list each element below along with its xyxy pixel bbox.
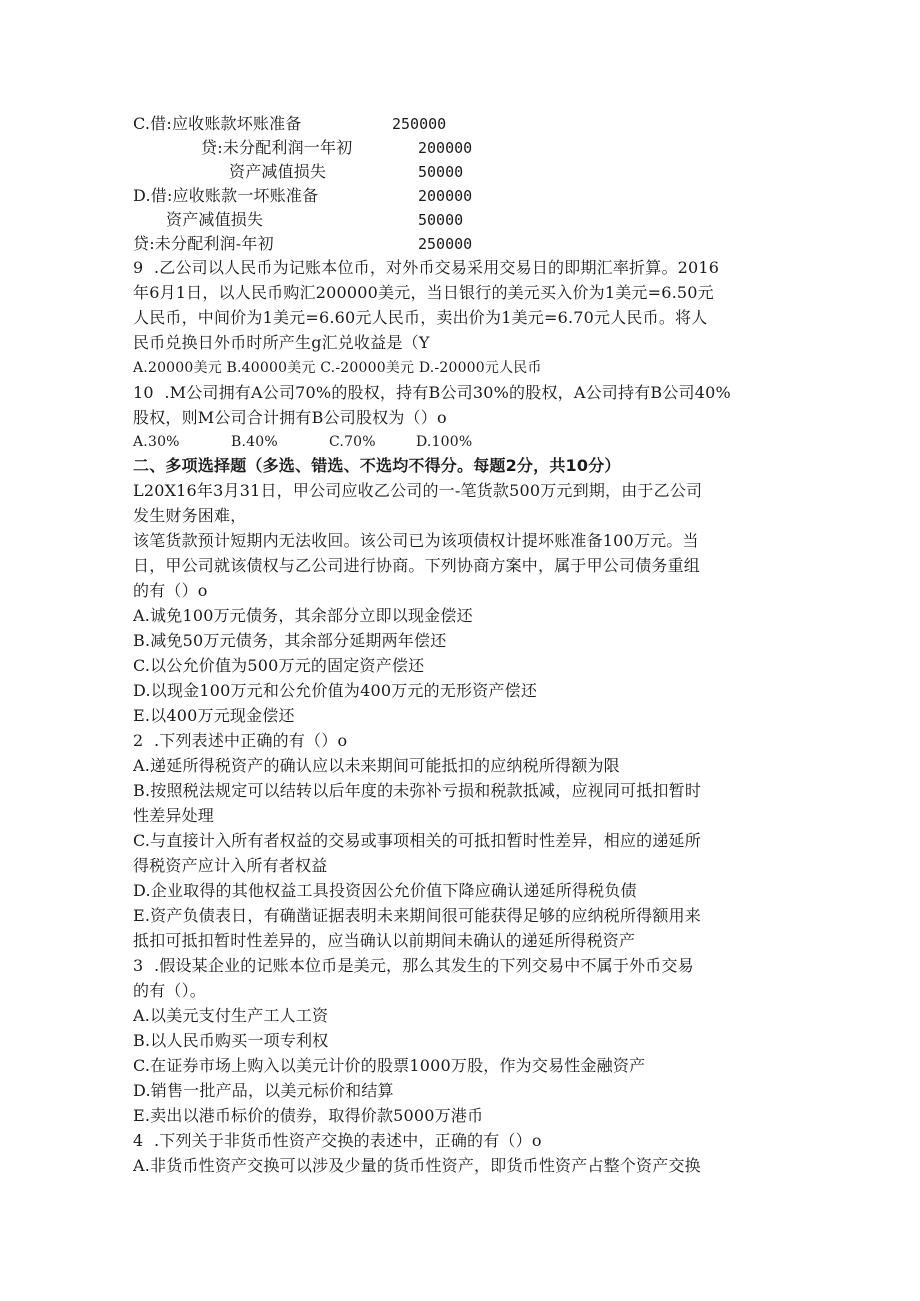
m1-option-b: B.减免50万元债务，其余部分延期两年偿还 <box>133 631 447 650</box>
m3-option-e: E.卖出以港币标价的债券，取得价款5000万港币 <box>133 1106 484 1125</box>
q9-line-4: 民币兑换日外币时所产生g汇兑收益是（Y <box>133 333 430 352</box>
q10-option-c: C.70% <box>329 434 376 450</box>
m2-option-d: D.企业取得的其他权益工具投资因公允价值下降应确认递延所得税负债 <box>133 881 637 900</box>
m2-option-b-1: B.按照税法规定可以结转以后年度的未弥补亏损和税款抵减，应视同可抵扣暂时 <box>133 781 702 800</box>
entry-d-credit-amount: 250000 <box>418 235 473 253</box>
m1-line-5: 的有（）o <box>133 581 208 600</box>
q10-line-1: 10 .M公司拥有A公司70%的股权，持有B公司30%的股权，A公司持有B公司40% <box>133 383 731 402</box>
m3-line-1: 3 .假设某企业的记账本位币是美元，那么其发生的下列交易中不属于外币交易 <box>133 956 694 975</box>
entry-c-credit-2-amount: 50000 <box>418 163 464 181</box>
m4-option-a: A.非货币性资产交换可以涉及少量的货币性资产，即货币性资产占整个资产交换 <box>133 1156 701 1175</box>
m2-option-e-2: 抵扣可抵扣暂时性差异的，应当确认以前期间未确认的递延所得税资产 <box>133 931 636 950</box>
m2-option-c-1: C.与直接计入所有者权益的交易或事项相关的可抵扣暂时性差异，相应的递延所 <box>133 831 701 850</box>
entry-d-debit-1-label: D.借:应收账款一坏账准备 <box>133 186 319 205</box>
q10-option-b: B.40% <box>231 434 278 450</box>
m3-line-2: 的有（）。 <box>133 981 207 1000</box>
m1-line-2: 发生财务困难， <box>133 506 247 525</box>
entry-c-debit-label: C.借:应收账款坏账准备 <box>133 114 302 133</box>
section-2-heading: 二、多项选择题（多选、错选、不选均不得分。每题2分，共10分） <box>133 456 621 475</box>
m1-line-1: L20X16年3月31日，甲公司应收乙公司的一-笔货款500万元到期，由于乙公司 <box>133 481 703 500</box>
m3-option-d: D.销售一批产品，以美元标价和结算 <box>133 1081 394 1100</box>
m3-option-a: A.以美元支付生产工人工资 <box>133 1006 329 1025</box>
q10-option-a: A.30% <box>133 434 180 450</box>
q10-option-d: D.100% <box>416 434 473 450</box>
entry-d-debit-2-label: 资产减值损失 <box>166 210 264 229</box>
entry-c-credit-1-amount: 200000 <box>418 139 473 157</box>
entry-c-debit-amount: 250000 <box>392 115 447 133</box>
q9-line-2: 年6月1日，以人民币购汇200000美元，当日银行的美元买入价为1美元=6.50元 <box>133 283 714 302</box>
m4-line-1: 4 .下列关于非货币性资产交换的表述中，正确的有（）o <box>133 1131 542 1150</box>
q10-line-2: 股权，则M公司合计拥有B公司股权为（）o <box>133 408 447 427</box>
m1-option-a: A.诚免100万元债务，其余部分立即以现金偿还 <box>133 606 473 625</box>
m2-line-1: 2 .下列表述中正确的有（）o <box>133 731 348 750</box>
entry-c-credit-1-label: 贷:未分配利润一年初 <box>201 138 353 157</box>
m3-option-b: B.以人民币购买一项专利权 <box>133 1031 329 1050</box>
entry-d-debit-2-amount: 50000 <box>418 211 464 229</box>
m3-option-c: C.在证券市场上购入以美元计价的股票1000万股，作为交易性金融资产 <box>133 1056 646 1075</box>
m1-line-3: 该笔货款预计短期内无法收回。该公司已为该项债权计提坏账准备100万元。当 <box>133 531 699 550</box>
m1-option-e: E.以400万元现金偿还 <box>133 706 295 725</box>
m2-option-c-2: 得税资产应计入所有者权益 <box>133 856 328 875</box>
m2-option-b-2: 性差异处理 <box>133 806 215 825</box>
m1-option-d: D.以现金100万元和公允价值为400万元的无形资产偿还 <box>133 681 538 700</box>
m2-option-e-1: E.资产负债表日，有确凿证据表明未来期间很可能获得足够的应纳税所得额用来 <box>133 906 701 925</box>
m1-line-4: 日，甲公司就该债权与乙公司进行协商。下列协商方案中，属于甲公司债务重组 <box>133 556 701 575</box>
m1-option-c: C.以公允价值为500万元的固定资产偿还 <box>133 656 425 675</box>
q9-line-1: 9 .乙公司以人民币为记账本位币，对外币交易采用交易日的即期汇率折算。2016 <box>133 258 720 277</box>
entry-d-credit-label: 贷:未分配利润-年初 <box>133 234 274 253</box>
q9-options: A.20000美元 B.40000美元 C.-20000美元 D.-20000元人民币 <box>133 360 542 376</box>
m2-option-a: A.递延所得税资产的确认应以未来期间可能抵扣的应纳税所得额为限 <box>133 756 620 775</box>
q9-line-3: 人民币，中间价为1美元=6.60元人民币，卖出价为1美元=6.70元人民币。将人 <box>133 308 708 327</box>
entry-c-credit-2-label: 资产减值损失 <box>229 162 327 181</box>
entry-d-debit-1-amount: 200000 <box>418 187 473 205</box>
